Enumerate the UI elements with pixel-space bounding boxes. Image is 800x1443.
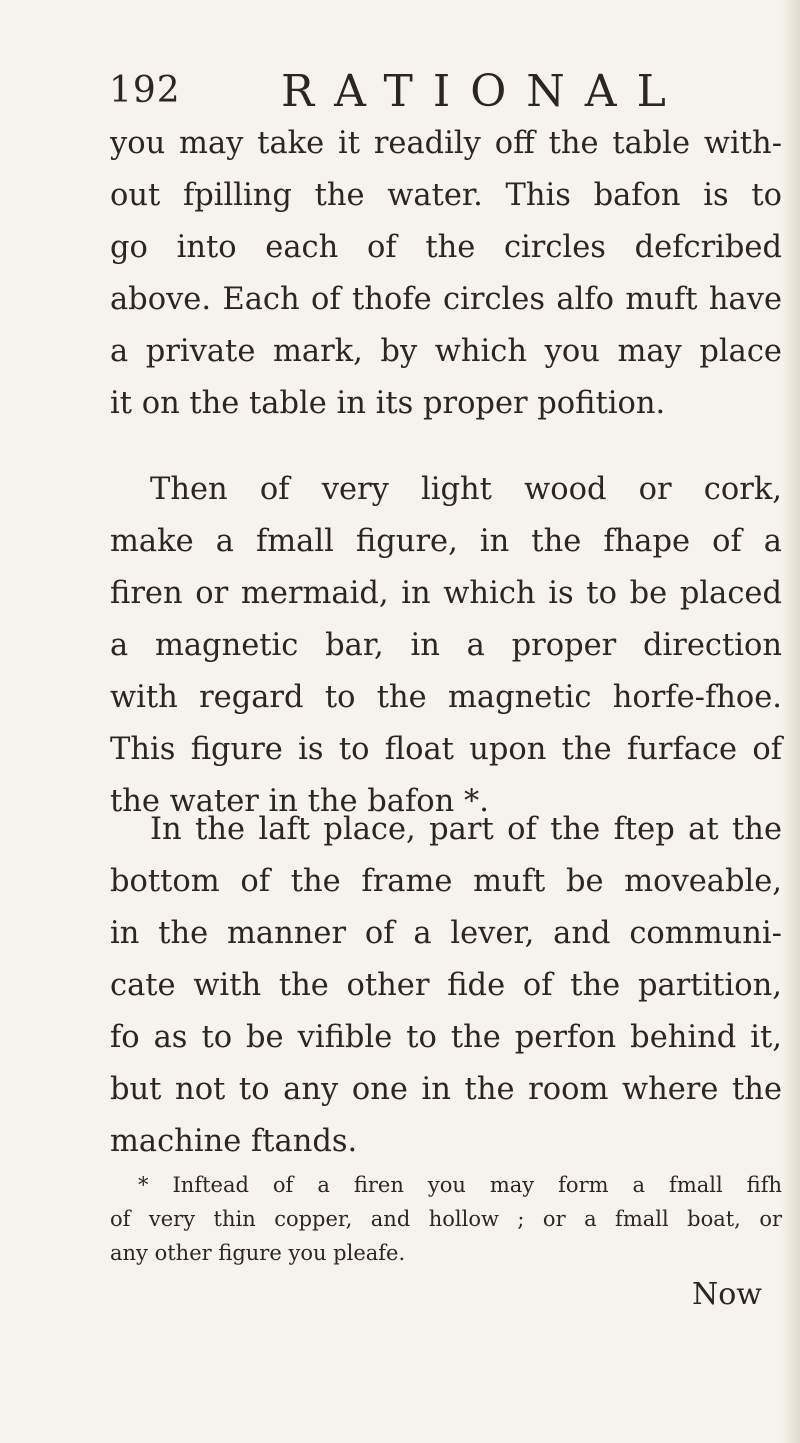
text-line: Then of very light wood or cork,: [150, 472, 782, 507]
text-line: the water in the bafon *.: [110, 784, 489, 819]
running-head: RATIONAL: [281, 66, 686, 117]
footnote: [110, 1168, 782, 1270]
text-line: with regard to the magnetic horfe-fhoe.: [110, 680, 782, 715]
text-line: a magnetic bar, in a proper direction: [110, 628, 782, 663]
text-line: out fpilling the water. This bafon is to: [110, 178, 782, 213]
page-number: 192: [109, 70, 181, 111]
text-line: you may take it readily off the table with-: [110, 126, 782, 161]
text-line: This figure is to float upon the furface of: [110, 732, 782, 767]
text-line: make a fmall figure, in the fhape of a: [110, 524, 782, 559]
text-line: but not to any one in the room where the: [110, 1072, 782, 1107]
paragraph-2: [110, 464, 782, 828]
text-line: cate with the other fide of the partition,: [110, 968, 782, 1003]
text-line: a private mark, by which you may place: [110, 334, 782, 369]
text-line: fo as to be vifible to the perfon behind it,: [110, 1020, 782, 1055]
page-header: [109, 66, 749, 118]
text-line: bottom of the frame muft be moveable,: [110, 864, 782, 899]
footnote-line: * Inftead of a firen you may form a fmall fifh: [138, 1173, 782, 1197]
text-line: In the laft place, part of the ftep at the: [150, 812, 782, 847]
text-line: machine ftands.: [110, 1124, 358, 1159]
catchword: Now: [692, 1277, 762, 1312]
text-line: above. Each of thofe circles alfo muft have: [110, 282, 782, 317]
footnote-line: of very thin copper, and hollow ; or a fmall boat, or: [110, 1207, 782, 1231]
footnote-line: any other figure you pleafe.: [110, 1241, 406, 1265]
text-line: in the manner of a lever, and communi-: [110, 916, 782, 951]
paragraph-1: [110, 118, 782, 430]
page-edge-shadow: [782, 0, 800, 1443]
text-line: it on the table in its proper pofition.: [110, 386, 666, 421]
text-line: go into each of the circles defcribed: [110, 230, 782, 265]
text-line: firen or mermaid, in which is to be placed: [110, 576, 782, 611]
paragraph-3: [110, 804, 782, 1168]
